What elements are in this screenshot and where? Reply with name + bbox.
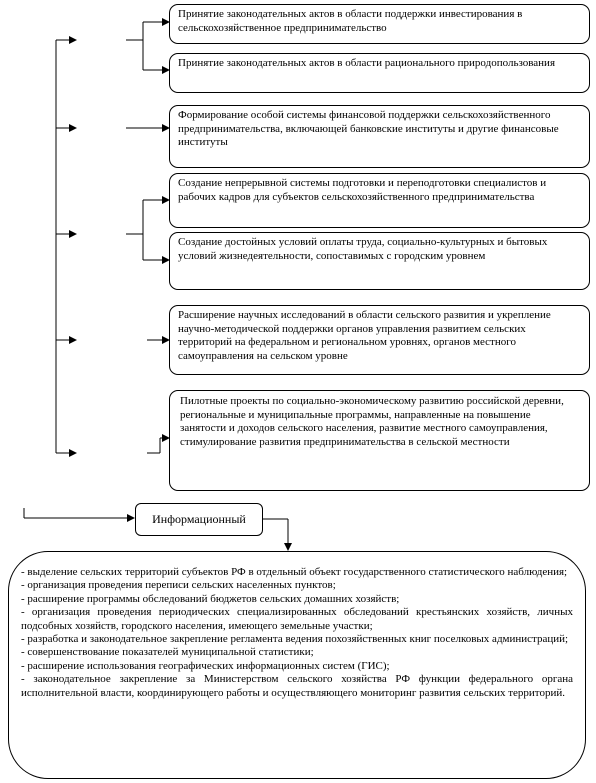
- box-investment-legislation: [169, 4, 590, 44]
- box-text: Создание достойных условий оплаты труда, социально-культурных и бытовых условий жизнедеятельности, сопоставимых с городским уровнем: [178, 236, 548, 262]
- box-pilot-projects: [169, 390, 590, 491]
- box-text: Принятие законодательных актов в области поддержки инвестирования в сельскохозяйственное предпринимательство: [178, 8, 523, 34]
- box-staff-training: [169, 173, 590, 228]
- box-text: Расширение научных исследований в области сельского развития и укрепление научно-методической поддержки органов управления развитием сельских территорий на федеральном и региональном уровнях, органов местного самоуправления на сельском уровне: [178, 309, 551, 362]
- info-label-box: [135, 503, 263, 536]
- box-financial-support: [169, 105, 590, 168]
- box-text: Создание непрерывной системы подготовки и переподготовки специалистов и рабочих кадров для субъектов сельскохозяйственного предпринимательства: [178, 177, 547, 203]
- box-text: Формирование особой системы финансовой поддержки сельскохозяйственного предпринимательства, включающей банковские институты и другие финансовые институты: [178, 109, 559, 148]
- box-text: Пилотные проекты по социально-экономическому развитию российской деревни, региональные и муниципальные программы, направленные на повышение занятости и доходов сельского населения, развитие местного самоуправления, стимулирование развития предпринимательства в сельской местности: [180, 395, 564, 448]
- info-item: - законодательное закрепление за Министерством сельского хозяйства РФ функции федерального органа исполнительной власти, координирующего работы и осуществляющего мониторинг развития сельских территорий.: [21, 673, 573, 699]
- info-label: Информационный: [152, 512, 246, 526]
- box-living-conditions: [169, 232, 590, 290]
- info-item: - организация проведения периодических специализированных обследований крестьянских хозяйств, личных подсобных хозяйств, городского населения, имеющего земельные участки;: [21, 606, 573, 632]
- box-text: Принятие законодательных актов в области рационального природопользования: [178, 57, 556, 69]
- info-item: - расширение использования географических информационных систем (ГИС);: [21, 659, 390, 672]
- box-scientific-research: [169, 305, 590, 375]
- info-item: - расширение программы обследований бюджетов сельских домашних хозяйств;: [21, 592, 400, 605]
- info-item: - организация проведения переписи сельских населенных пунктов;: [21, 579, 336, 592]
- info-item: - разработка и законодательное закрепление регламента ведения похозяйственных книг поселковых администраций;: [21, 633, 569, 646]
- box-nature-legislation: [169, 53, 590, 93]
- info-item: - выделение сельских территорий субъектов РФ в отдельный объект государственного статистического наблюдения;: [21, 566, 568, 578]
- info-measures-box: [8, 551, 586, 779]
- info-item: - совершенствование показателей муниципальной статистики;: [21, 646, 314, 659]
